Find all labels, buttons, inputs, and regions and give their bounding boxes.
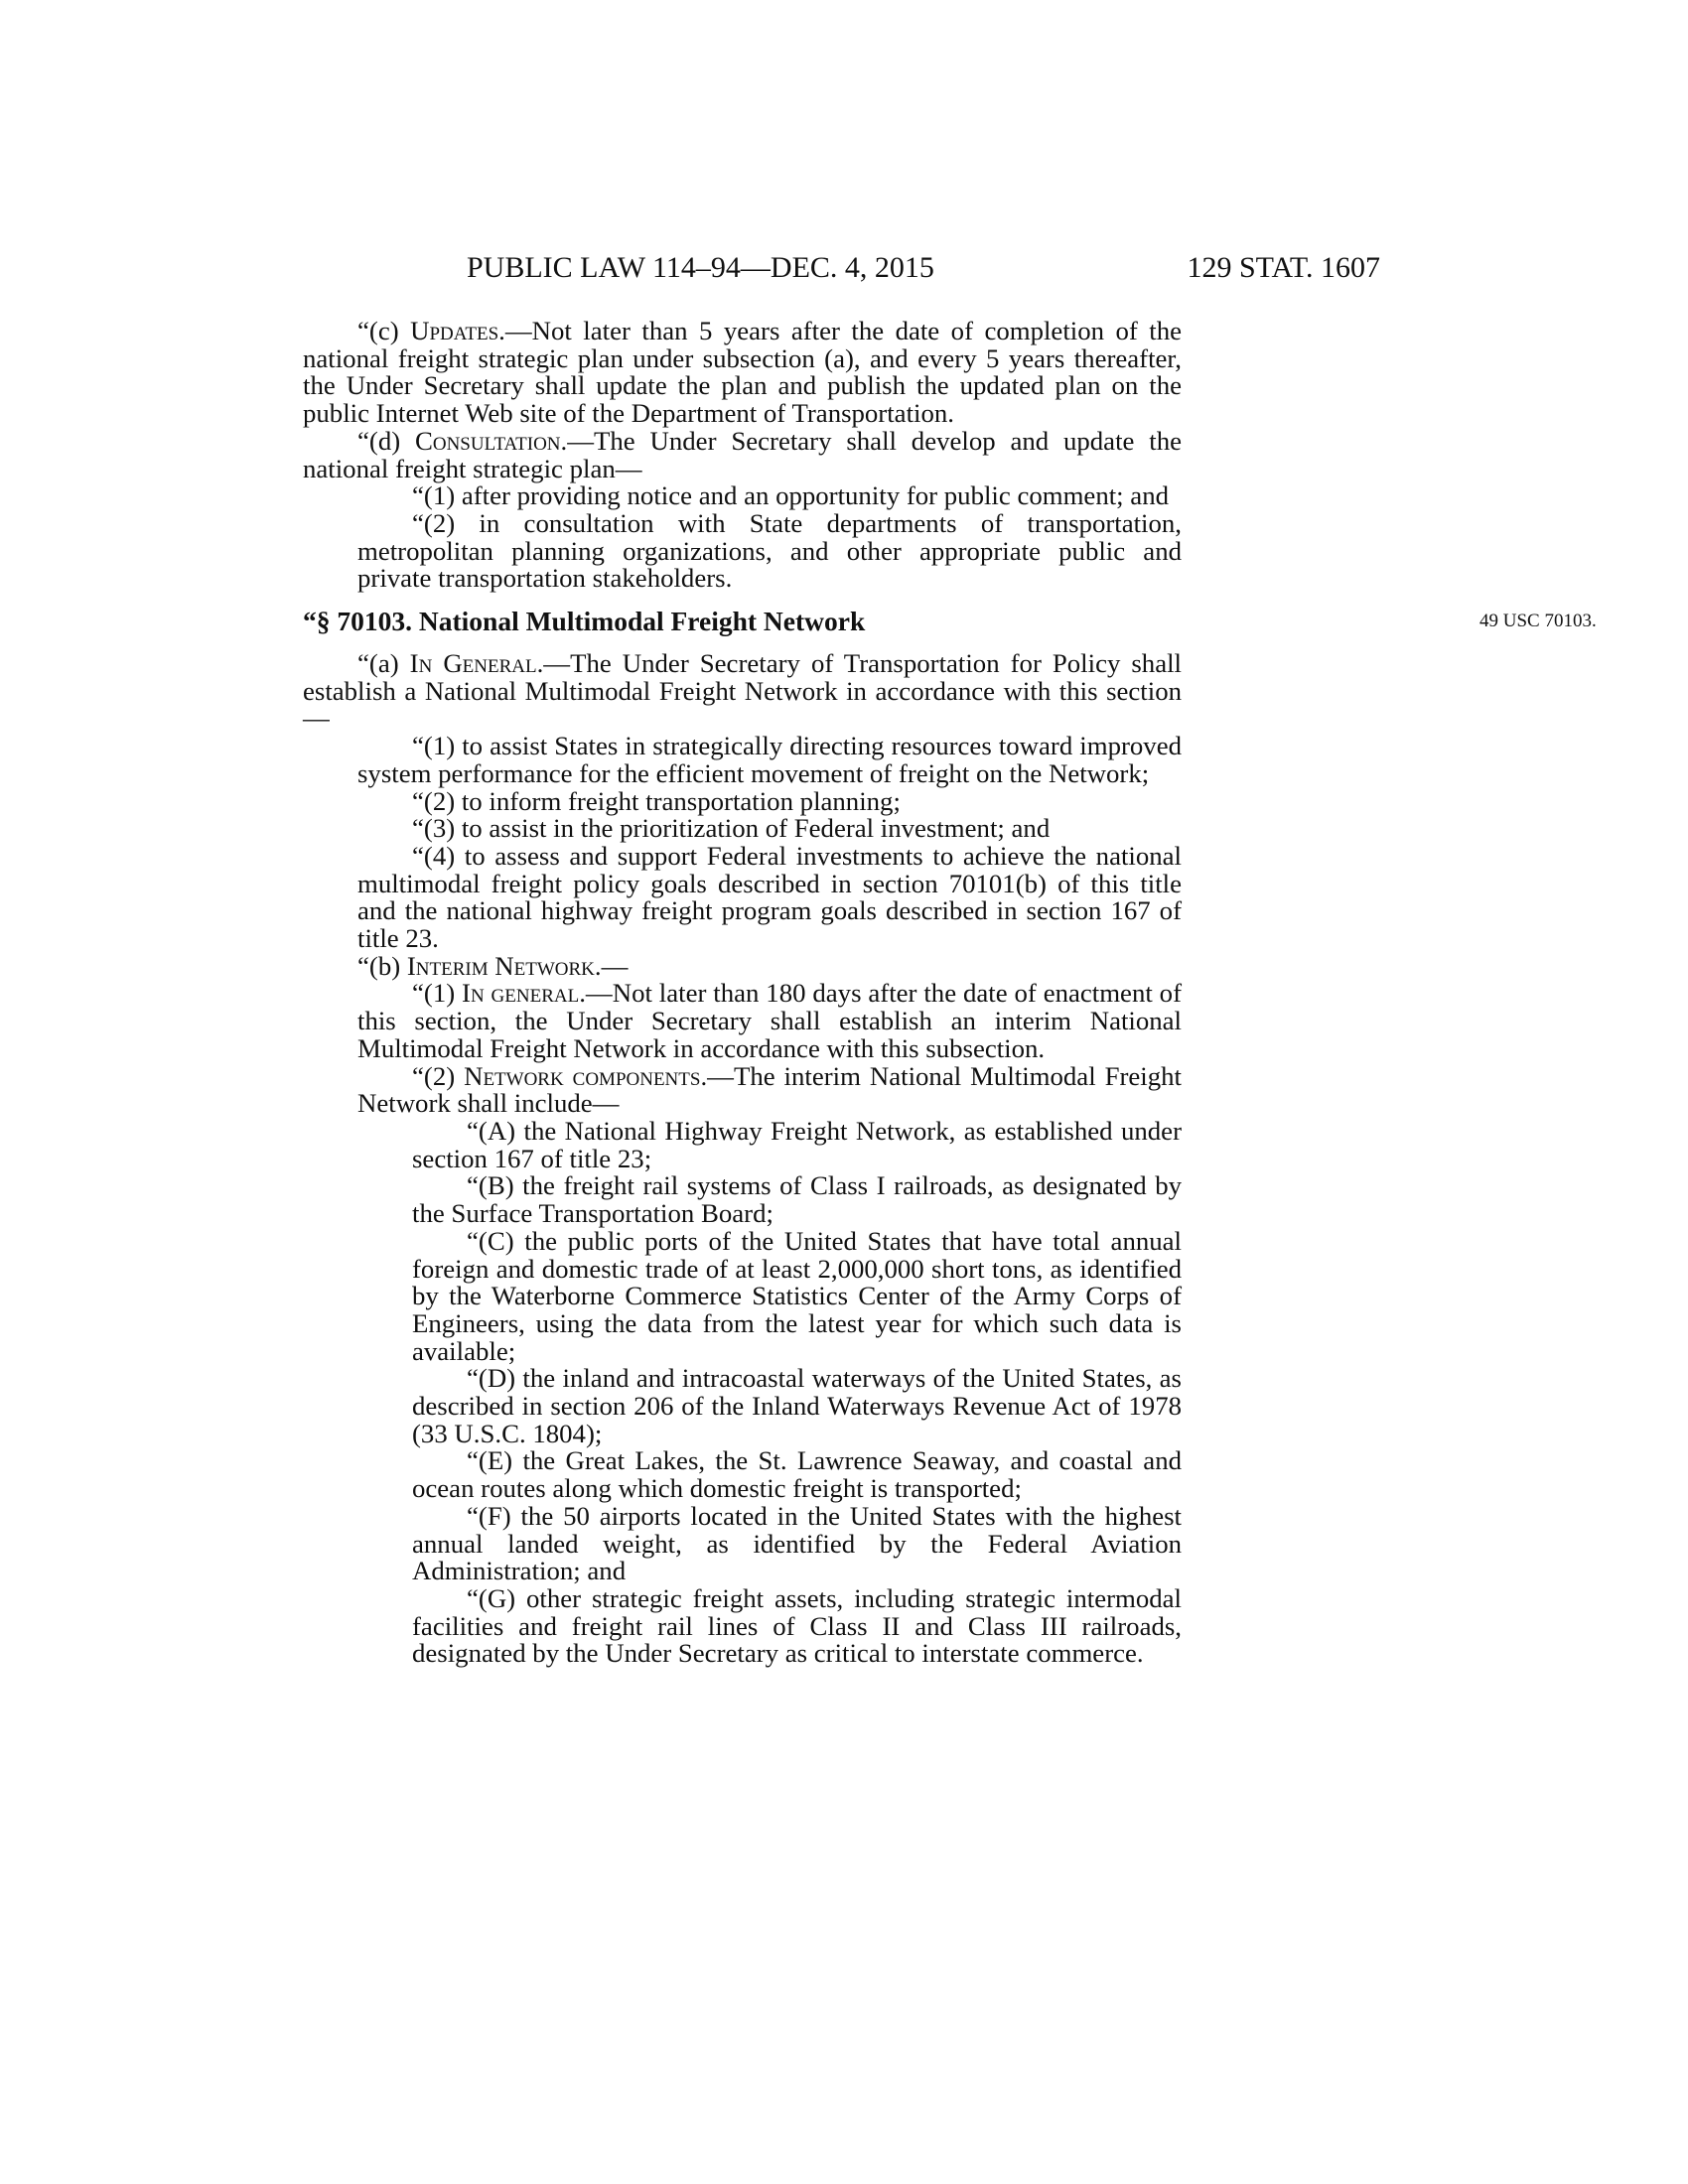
subsection-a-item-1: “(1) to assist States in strategically directing resources toward improved system performance for the efficient movement of freight on the Network; — [357, 731, 1182, 788]
subsection-a-item-4: “(4) to assess and support Federal investments to achieve the national multimodal freight policy goals described in section 70101(b) of this title and the national highway freight program goals described in section 167 of title 23. — [357, 840, 1182, 954]
subsection-b-paragraph-1: “(1) In general.—Not later than 180 days after the date of enactment of this section, the Under Secretary shall establish an interim National Multimodal Freight Network in accordance with this subsection. — [357, 978, 1182, 1063]
subparagraph-b: “(B) the freight rail systems of Class I railroads, as designated by the Surface Transportation Board; — [412, 1170, 1182, 1229]
subsection-d: “(d) Consultation.—The Under Secretary shall develop and update the national freight strategic plan— — [303, 425, 1182, 483]
subsection-c-heading: Updates — [410, 316, 499, 345]
document-body — [303, 316, 1597, 1669]
law-title: PUBLIC LAW 114–94—DEC. 4, 2015 — [467, 251, 934, 284]
page-header — [467, 248, 1380, 288]
subsection-d-item-2: “(2) in consultation with State departments of transportation, metropolitan planning organizations, and other appropriate public and private transportation stakeholders. — [357, 507, 1182, 594]
subsection-c: “(c) Updates.—Not later than 5 years after the date of completion of the national freight strategic plan under subsection (a), and every 5 years thereafter, the Under Secretary shall update the plan and publish the updated plan on the public Internet Web site of the Department of Transportation. — [303, 316, 1182, 429]
subparagraph-f: “(F) the 50 airports located in the United States with the highest annual landed weight, as identified by the Federal Aviation Administration; and — [412, 1500, 1182, 1586]
subsection-b: “(b) Interim Network.— — [357, 950, 629, 981]
subparagraph-d: “(D) the inland and intracoastal waterways of the United States, as described in section 206 of the Inland Waterways Revenue Act of 1978 (33 U.S.C. 1804); — [412, 1363, 1182, 1448]
subsection-a-heading: In General — [409, 648, 537, 679]
subparagraph-a: “(A) the National Highway Freight Network, as established under section 167 of title 23; — [412, 1115, 1182, 1173]
statute-page-number: 129 STAT. 1607 — [1187, 251, 1380, 284]
subparagraph-g: “(G) other strategic freight assets, including strategic intermodal facilities and freight rail lines of Class II and Class III railroads, designated by the Under Secretary as critical to interstate commerce. — [412, 1582, 1182, 1669]
subsection-a: “(a) In General.—The Under Secretary of Transportation for Policy shall establish a National Multimodal Freight Network in accordance with this section— — [303, 648, 1182, 734]
subsection-b-paragraph-2: “(2) Network components.—The interim National Multimodal Freight Network shall include— — [357, 1060, 1182, 1119]
subsection-b-heading: Interim Network — [406, 950, 595, 981]
subsection-d-heading: Consultation — [414, 425, 561, 456]
subsection-d-item-1: “(1) after providing notice and an opportunity for public comment; and — [412, 480, 1169, 511]
subparagraph-e: “(E) the Great Lakes, the St. Lawrence Seaway, and coastal and ocean routes along which domestic freight is transported; — [412, 1445, 1182, 1504]
subsection-a-item-3: “(3) to assist in the prioritization of Federal investment; and — [412, 813, 1051, 844]
section-heading — [303, 606, 1597, 637]
subparagraph-c: “(C) the public ports of the United States that have total annual foreign and domestic trade of at least 2,000,000 short tons, as identified by the Waterborne Commerce Statistics Center of the Army Corps of Engineers, using the data from the latest year for which such data is available; — [412, 1225, 1182, 1366]
section-title: “§ 70103. National Multimodal Freight Network — [303, 606, 866, 637]
margin-note-usc: 49 USC 70103. — [1479, 611, 1597, 632]
subsection-a-item-2: “(2) to inform freight transportation planning; — [412, 785, 901, 816]
